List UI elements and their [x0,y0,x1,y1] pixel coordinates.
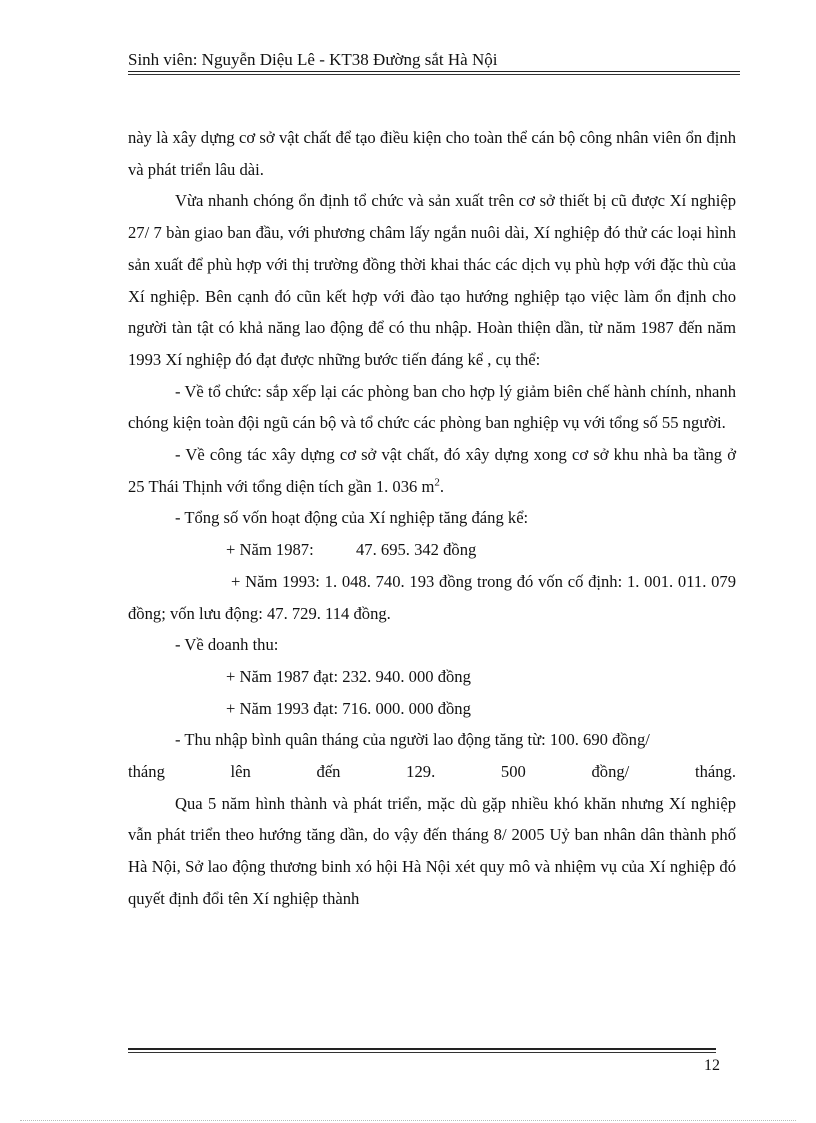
paragraph-infrastructure [128,439,736,502]
paragraph-organization: - Về tổ chức: sắp xếp lại các phòng ban cho hợp lý giảm biên chế hành chính, nhanh chóng kiện toàn đội ngũ cán bộ và tổ chức các phòng ban nghiệp vụ với tổng số 55 người. [128,381,736,433]
footer-rule [128,1048,716,1050]
footer-rule-thin [128,1052,716,1053]
paragraph-1: này là xây dựng cơ sở vật chất để tạo điều kiện cho toàn thể cán bộ công nhân viên ổn định và phát triển lâu dài. [128,128,736,179]
capital-1987 [128,534,736,566]
paragraph-capital: - Tổng số vốn hoạt động của Xí nghiệp tăng đáng kể: [175,508,529,528]
revenue-1987: + Năm 1987 đạt: 232. 940. 000 đồng [226,666,471,686]
header-rule-thin [128,74,740,75]
page-number: 12 [704,1057,720,1074]
superscript-2: 2 [434,476,440,489]
revenue-1993: + Năm 1993 đạt: 716. 000. 000 đồng [226,698,471,718]
page-header: Sinh viên: Nguyễn Diệu Lê - KT38 Đường sắt Hà Nội [128,50,498,69]
document-body [128,122,736,915]
page-edge-dots [20,1120,796,1121]
capital-1993: + Năm 1993: 1. 048. 740. 193 đồng trong đó vốn cố định: 1. 001. 011. 079 đồng; vốn lưu động: 47. 729. 114 đồng. [128,571,736,623]
paragraph-income-line2: tháng lên đến 129. 500 đồng/ tháng. [128,762,736,782]
paragraph-income-line1: - Thu nhập bình quân tháng của người lao động tăng từ: 100. 690 đồng/ [175,730,650,750]
infrastructure-end: . [439,476,445,496]
capital-1987-value: 47. 695. 342 đồng [356,540,477,560]
paragraph-development: Qua 5 năm hình thành và phát triển, mặc dù gặp nhiều khó khăn nhưng Xí nghiệp vẫn phát triển theo hướng tăng dần, do vậy đến tháng 8/ 2005 Uỷ ban nhân dân thành phố Hà Nội, Sở lao động thương binh xó hội Hà Nội xét quy mô và nhiệm vụ của Xí nghiệp đó quyết định đổi tên Xí nghiệp thành [128,793,736,908]
header-rule [128,71,740,72]
paragraph-2: Vừa nhanh chóng ổn định tổ chức và sản xuất trên cơ sở thiết bị cũ được Xí nghiệp 27/ 7 bàn giao ban đầu, với phương châm lấy ngắn nuôi dài, Xí nghiệp đó thử các loại hình sản xuất để phù hợp với thị trường đồng thời khai thác các dịch vụ phù hợp với đặc thù của Xí nghiệp. Bên cạnh đó cũn kết hợp với đào tạo hướng nghiệp tạo việc làm ổn định cho người tàn tật có khả năng lao động để có thu nhập. Hoàn thiện dần, từ năm 1987 đến năm 1993 Xí nghiệp đó đạt được những bước tiến đáng kể , cụ thể: [128,191,736,369]
paragraph-revenue: - Về doanh thu: [175,635,279,655]
infrastructure-text: - Về công tác xây dựng cơ sở vật chất, đó xây dựng xong cơ sở khu nhà ba tầng ở 25 Thái Thịnh với tổng diện tích gần 1. 036 m [128,445,736,496]
capital-1987-label: + Năm 1987: [226,540,314,560]
